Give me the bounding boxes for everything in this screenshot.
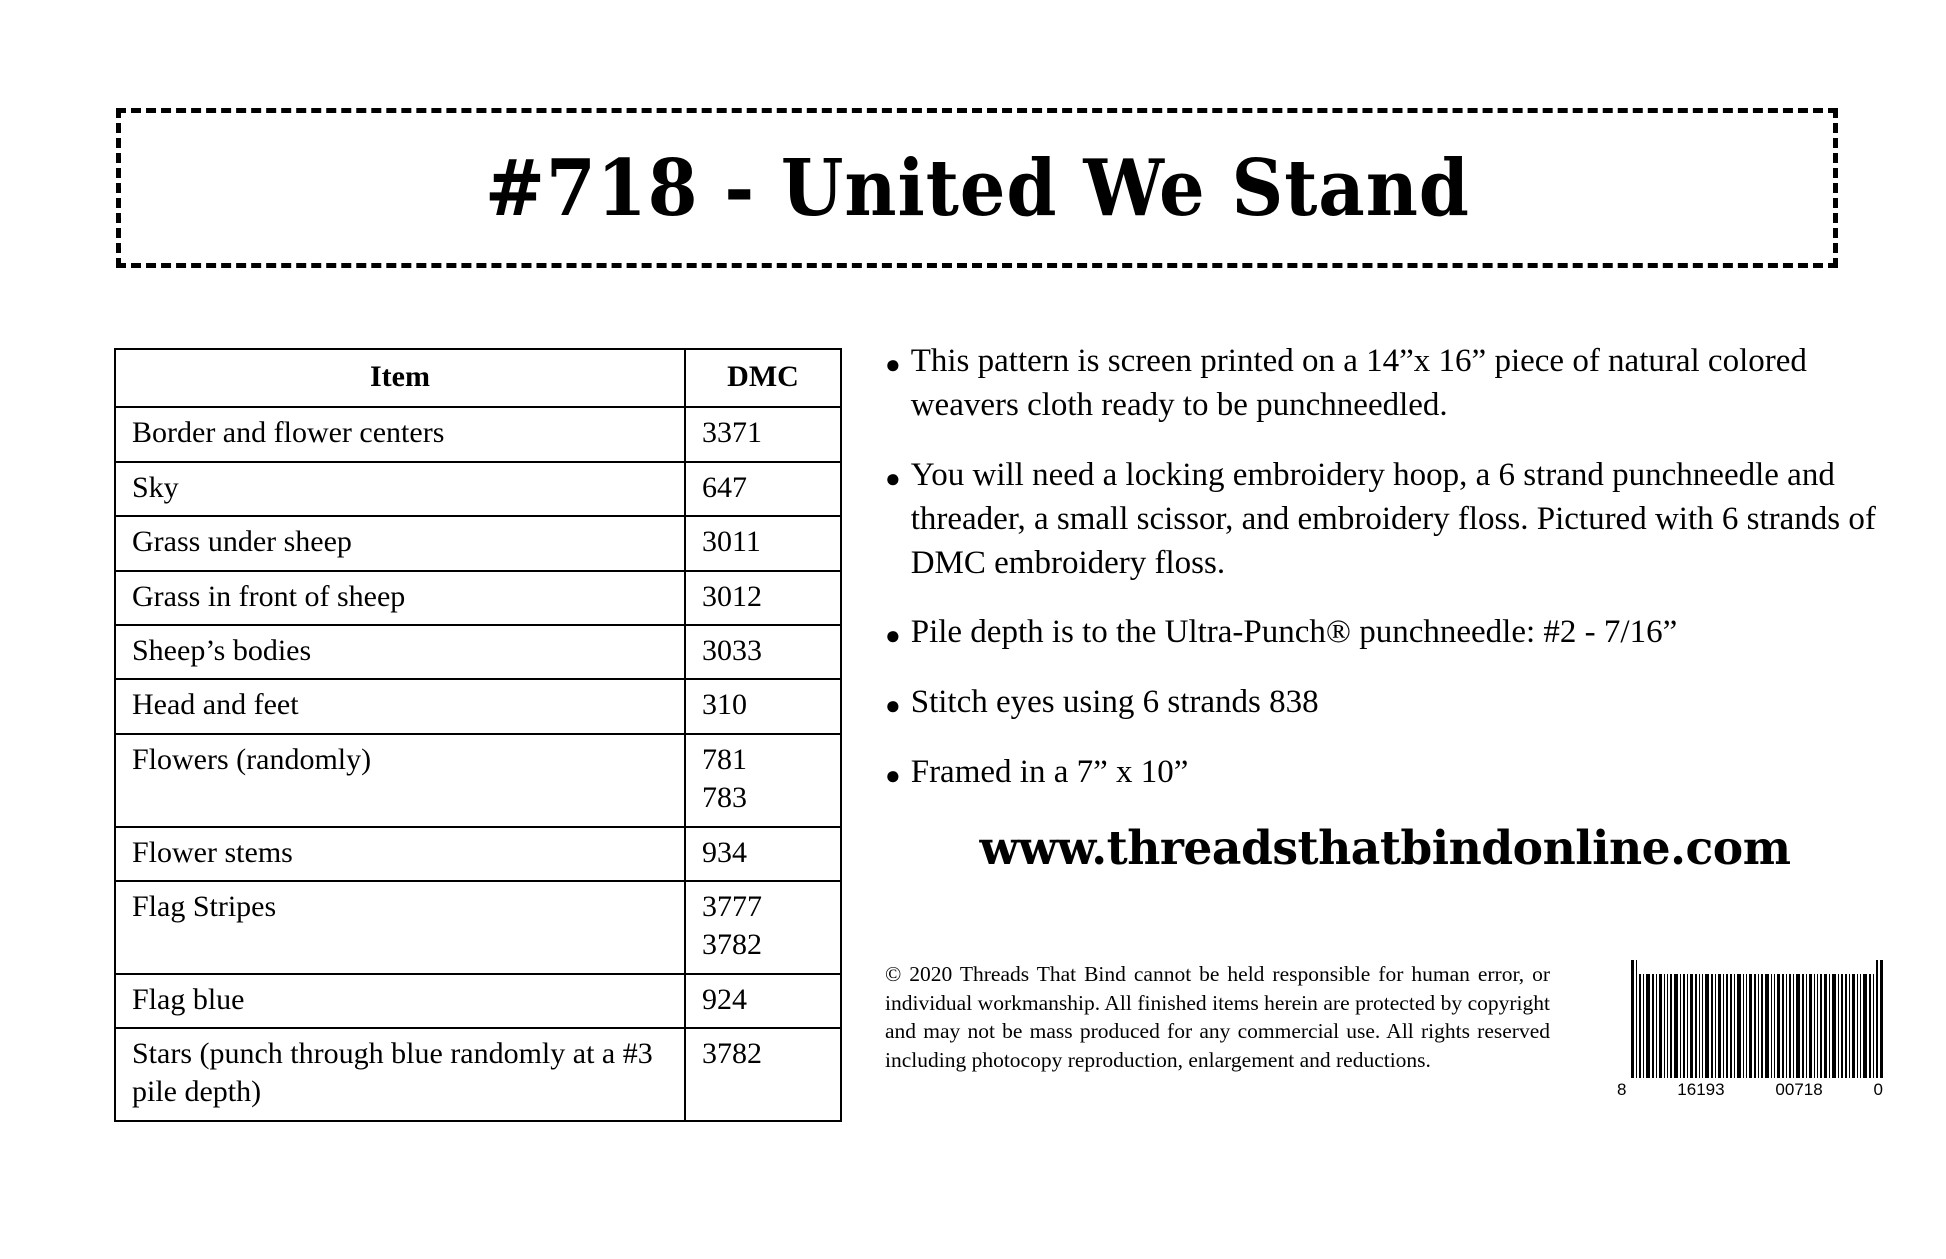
bullet-item: [885, 454, 1885, 586]
table-row: [115, 974, 841, 1028]
dmc-table-wrapper: [114, 348, 840, 1122]
cell-item: Grass under sheep: [115, 516, 685, 570]
cell-item: Grass in front of sheep: [115, 571, 685, 625]
table-row: [115, 571, 841, 625]
bullet-text: You will need a locking embroidery hoop, a 6 strand punchneedle and threader, a small scissor, and embroidery floss. Pictured with 6 strands of DMC embroidery floss.: [910, 456, 1876, 581]
bullet-dot-icon: ●: [885, 350, 901, 379]
column-header-item: Item: [115, 349, 685, 407]
dmc-table: [114, 348, 842, 1122]
bullet-text: Stitch eyes using 6 strands 838: [910, 684, 1319, 721]
cell-dmc: 3033: [685, 625, 841, 679]
table-row: [115, 1028, 841, 1121]
barcode-right-digit: 0: [1873, 1080, 1883, 1099]
cell-dmc: 3012: [685, 571, 841, 625]
cell-dmc: 781 783: [685, 734, 841, 827]
cell-dmc: 310: [685, 679, 841, 733]
cell-item: Flag Stripes: [115, 881, 685, 974]
bullet-item: [885, 611, 1885, 655]
cell-dmc: 3782: [685, 1028, 841, 1121]
barcode-group-2: 00718: [1775, 1080, 1823, 1099]
cell-item: Flower stems: [115, 827, 685, 881]
footer: [885, 960, 1885, 1100]
title-box: [116, 108, 1838, 268]
cell-dmc: 934: [685, 827, 841, 881]
table-row: [115, 679, 841, 733]
table-header-row: [115, 349, 841, 407]
table-row: [115, 881, 841, 974]
barcode-left-digit: 8: [1617, 1080, 1627, 1099]
table-row: [115, 734, 841, 827]
table-row: [115, 462, 841, 516]
bullet-list: [885, 340, 1885, 795]
cell-item: Flag blue: [115, 974, 685, 1028]
cell-item: Stars (punch through blue randomly at a #3 pile depth): [115, 1028, 685, 1121]
cell-dmc: 924: [685, 974, 841, 1028]
column-header-dmc: DMC: [685, 349, 841, 407]
table-row: [115, 516, 841, 570]
table-row: [115, 625, 841, 679]
table-row: [115, 407, 841, 461]
barcode-group-1: 16193: [1677, 1080, 1725, 1099]
bullet-dot-icon: ●: [885, 761, 901, 791]
bullet-text: Framed in a 7” x 10”: [910, 754, 1189, 791]
bullet-item: [885, 681, 1885, 725]
barcode-digits: [1615, 1080, 1885, 1100]
page-title: #718 - United We Stand: [484, 142, 1470, 234]
website-url[interactable]: www.threadsthatbindonline.com: [979, 821, 1791, 876]
cell-item: Sheep’s bodies: [115, 625, 685, 679]
cell-item: Border and flower centers: [115, 407, 685, 461]
bullet-dot-icon: ●: [885, 691, 901, 721]
copyright-text: © 2020 Threads That Bind cannot be held responsible for human error, or individual workmanship. All finished items herein are protected by copyright and may not be mass produced for any commercial use. All rights reserved including photocopy reproduction, enlargement and reductions.: [885, 962, 1550, 1072]
cell-item: Flowers (randomly): [115, 734, 685, 827]
cell-dmc: 3777 3782: [685, 881, 841, 974]
bullet-text: This pattern is screen printed on a 14”x 16” piece of natural colored weavers cloth ready to be punchneedled.: [910, 343, 1807, 423]
bullet-item: [885, 751, 1885, 795]
bullet-item: [885, 340, 1885, 428]
table-row: [115, 827, 841, 881]
cell-item: Head and feet: [115, 679, 685, 733]
barcode-block: [1615, 960, 1885, 1100]
cell-dmc: 3371: [685, 407, 841, 461]
cell-dmc: 3011: [685, 516, 841, 570]
bullet-text: Pile depth is to the Ultra-Punch® punchneedle: #2 - 7/16”: [910, 614, 1678, 651]
cell-dmc: 647: [685, 462, 841, 516]
cell-item: Sky: [115, 462, 685, 516]
bullet-dot-icon: ●: [885, 463, 901, 493]
bullet-dot-icon: ●: [885, 621, 901, 651]
instructions-panel: [885, 340, 1885, 876]
barcode-icon: [1615, 960, 1885, 1078]
